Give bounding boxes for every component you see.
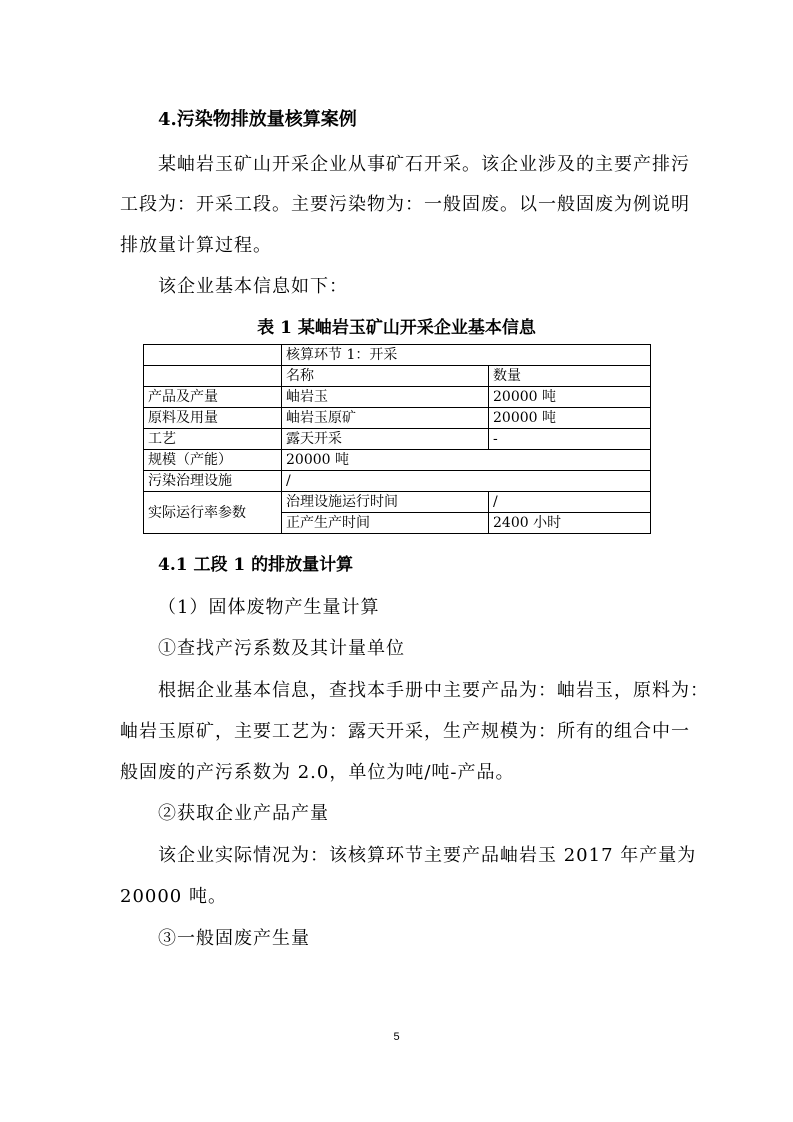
step2-line-1: 该企业实际情况为：该核算环节主要产品岫岩玉 2017 年产量为 [158,845,697,866]
table-col-qty: 数量 [489,366,651,387]
table-cell-name: 岫岩玉原矿 [282,408,489,429]
intro-line-1: 某岫岩玉矿山开采企业从事矿石开采。该企业涉及的主要产排污 [158,154,690,175]
step1-line-1: 根据企业基本信息，查找本手册中主要产品为：岫岩玉，原料为： [158,680,709,701]
step1-title: ①查找产污系数及其计量单位 [158,638,405,659]
page-number: 5 [393,1031,400,1043]
table-row [144,492,651,513]
table-cell-name: 露天开采 [282,429,489,450]
step-title: （1）固体废物产生量计算 [158,597,380,618]
table-cell-qty: - [489,429,651,450]
basic-info-table [143,344,651,534]
table-cell-qty: / [489,492,651,513]
table-cell-qty: 20000 吨 [489,387,651,408]
intro-line-4: 该企业基本信息如下： [158,276,348,297]
table-row [144,471,651,492]
table-col-name: 名称 [282,366,489,387]
table-row-label: 原料及用量 [144,408,282,429]
table-row-label: 污染治理设施 [144,471,282,492]
table-cell-empty [144,345,282,366]
table-row [144,408,651,429]
table-row [144,387,651,408]
step2-title: ②获取企业产品产量 [158,803,329,824]
section-title: 4.污染物排放量核算案例 [158,109,357,130]
table-row [144,450,651,471]
intro-line-3: 排放量计算过程。 [120,235,272,256]
table-cell-name: 治理设施运行时间 [282,492,489,513]
table-row-label: 实际运行率参数 [144,492,282,534]
step2-line-2: 20000 吨。 [120,886,227,907]
table-title: 表 1 某岫岩玉矿山开采企业基本信息 [257,318,536,338]
step1-line-2: 岫岩玉原矿，主要工艺为：露天开采，生产规模为：所有的组合中一 [120,721,690,742]
table-row [144,366,651,387]
table-row-label: 规模（产能） [144,450,282,471]
table-cell-name: 岫岩玉 [282,387,489,408]
table-cell-facility: / [282,471,651,492]
table-row [144,345,651,366]
table-header-stage: 核算环节 1：开采 [282,345,651,366]
subsection-title: 4.1 工段 1 的排放量计算 [158,555,354,575]
table-row-label: 产品及产量 [144,387,282,408]
intro-line-2: 工段为：开采工段。主要污染物为：一般固废。以一般固废为例说明 [120,194,690,215]
table-row-label: 工艺 [144,429,282,450]
step3-title: ③一般固废产生量 [158,928,310,949]
table-row [144,429,651,450]
table-cell-empty [144,366,282,387]
table-cell-qty: 20000 吨 [489,408,651,429]
table-cell-name: 正产生产时间 [282,513,489,534]
step1-line-3: 般固废的产污系数为 2.0，单位为吨/吨-产品。 [120,762,515,783]
table-cell-qty: 2400 小时 [489,513,651,534]
table-cell-scale: 20000 吨 [282,450,651,471]
